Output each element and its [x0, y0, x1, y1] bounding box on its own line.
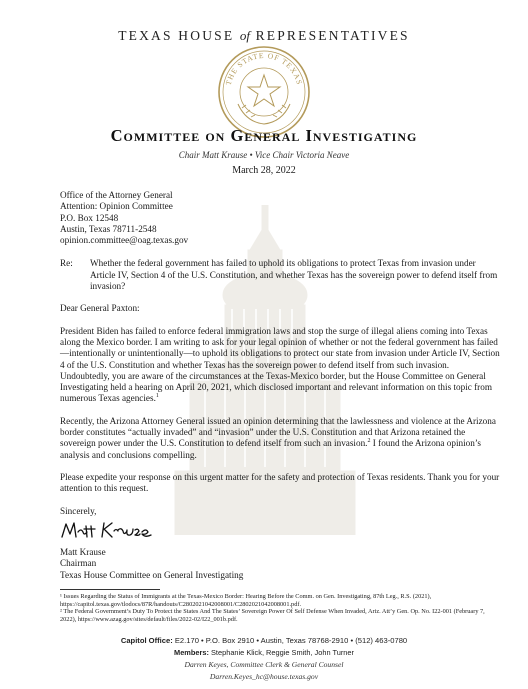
salutation: Dear General Paxton: — [60, 303, 140, 314]
signature-block — [60, 506, 500, 581]
paragraph-2-tail: I found the Arizona opinion’s analysis and conclusions compelling. — [60, 438, 481, 460]
house-title-left: TEXAS HOUSE — [118, 28, 235, 43]
house-title-of: of — [239, 28, 250, 43]
signer-name: Matt Krause — [60, 547, 106, 558]
paragraph-1 — [60, 326, 500, 405]
office-label: Capitol Office: — [120, 636, 173, 645]
address-line: Attention: Opinion Committee — [60, 201, 173, 212]
office-details: E2.170 • P.O. Box 2910 • Austin, Texas 78768-2910 • (512) 463-0780 — [172, 636, 408, 645]
letter-date: March 28, 2022 — [232, 165, 296, 176]
footnote-1: ¹ Issues Regarding the Status of Immigrants at the Texas-Mexico Border: Hearing Before the Comm. on Gen. Investigating, 87th Leg., R.S. (2021), https://capitol.texas.gov/tlodocs/87R/handouts/C2802021042008001/C2802021042008001.pdf. — [60, 593, 432, 608]
subject-label: Re: — [60, 258, 73, 269]
letter-body — [60, 190, 500, 581]
paragraph-3: Please expedite your response on this urgent matter for the safety and protection of Texas residents. Thank you for your attention to this request. — [60, 471, 500, 494]
footnote-2: ² The Federal Government’s Duty To Protect the States And The States’ Sovereign Power Of Self Defense When Invaded, Ariz. Att’y Gen. Op. No. I22-001 (February 7, 2022), https://www.azag.gov/sites/default/files/2022-02/I22_001b.pdf. — [60, 608, 485, 623]
subject-text: Whether the federal government has failed to uphold its obligations to protect Texas from invasion under Article IV, Section 4 of the U.S. Constitution, and whether Texas has the sovereign power to defend itself from invasion? — [90, 258, 498, 292]
committee-clerk: Darren Keyes, Committee Clerk & General Counsel — [184, 660, 344, 669]
footnote-divider — [60, 589, 160, 590]
handwritten-signature — [60, 520, 160, 542]
recipient-address — [60, 190, 500, 246]
paragraph-1-text: President Biden has failed to enforce federal immigration laws and stop the surge of illegal aliens coming into Texas along the Mexico border. I am writing to ask for your legal opinion of whether or not the federal government has failed—intentionally or unintentionally—to uphold its obligations to protect our state from invasion under Article IV, Section 4 of the U.S. Constitution and whether Texas has the sovereign power to defend itself from such invasion. Undoubtedly, you are aware of the circumstances at the Texas-Mexico border, but the House Committee on General Investigating held a hearing on April 20, 2021, which disclosed important and relevant information on this topic from numerous Texas agencies. — [60, 325, 500, 404]
address-line: Office of the Attorney General — [60, 190, 173, 200]
svg-text:THE STATE OF TEXAS: THE STATE OF TEXAS — [223, 50, 305, 87]
house-title-right: REPRESENTATIVES — [255, 28, 410, 43]
paragraph-2-text: Recently, the Arizona Attorney General issued an opinion determining that the lawlessness and violence at the Arizona border constitutes “actually invaded” and “invasion” under the U.S. Constitution and that Arizona retained the sovereign power under the U.S. Constitution to defend itself from such an invasion. — [60, 415, 496, 449]
house-title — [0, 28, 528, 44]
address-line: P.O. Box 12548 — [60, 212, 119, 223]
clerk-email: Darren.Keyes_hc@house.texas.gov — [209, 672, 319, 681]
footnotes — [60, 593, 500, 623]
address-line: Austin, Texas 78711-2548 — [60, 223, 157, 234]
subject-line — [60, 258, 500, 292]
closing-sincerely: Sincerely, — [60, 505, 97, 516]
committee-members — [0, 648, 528, 657]
members-label: Members: — [174, 648, 209, 657]
address-email: opinion.committee@oag.texas.gov — [60, 235, 189, 246]
signer-title: Chairman — [60, 558, 97, 569]
committee-chairs: Chair Matt Krause • Vice Chair Victoria Neave — [178, 150, 350, 160]
signer-org: Texas House Committee on General Investigating — [60, 569, 244, 580]
paragraph-2 — [60, 416, 500, 461]
committee-name: Committee on General Investigating — [110, 126, 418, 145]
members-list: Stephanie Klick, Reggie Smith, John Turner — [208, 648, 354, 657]
footnote-ref-1: 1 — [155, 393, 159, 400]
capitol-office — [0, 636, 528, 645]
footnote-ref-2: 2 — [367, 438, 371, 445]
